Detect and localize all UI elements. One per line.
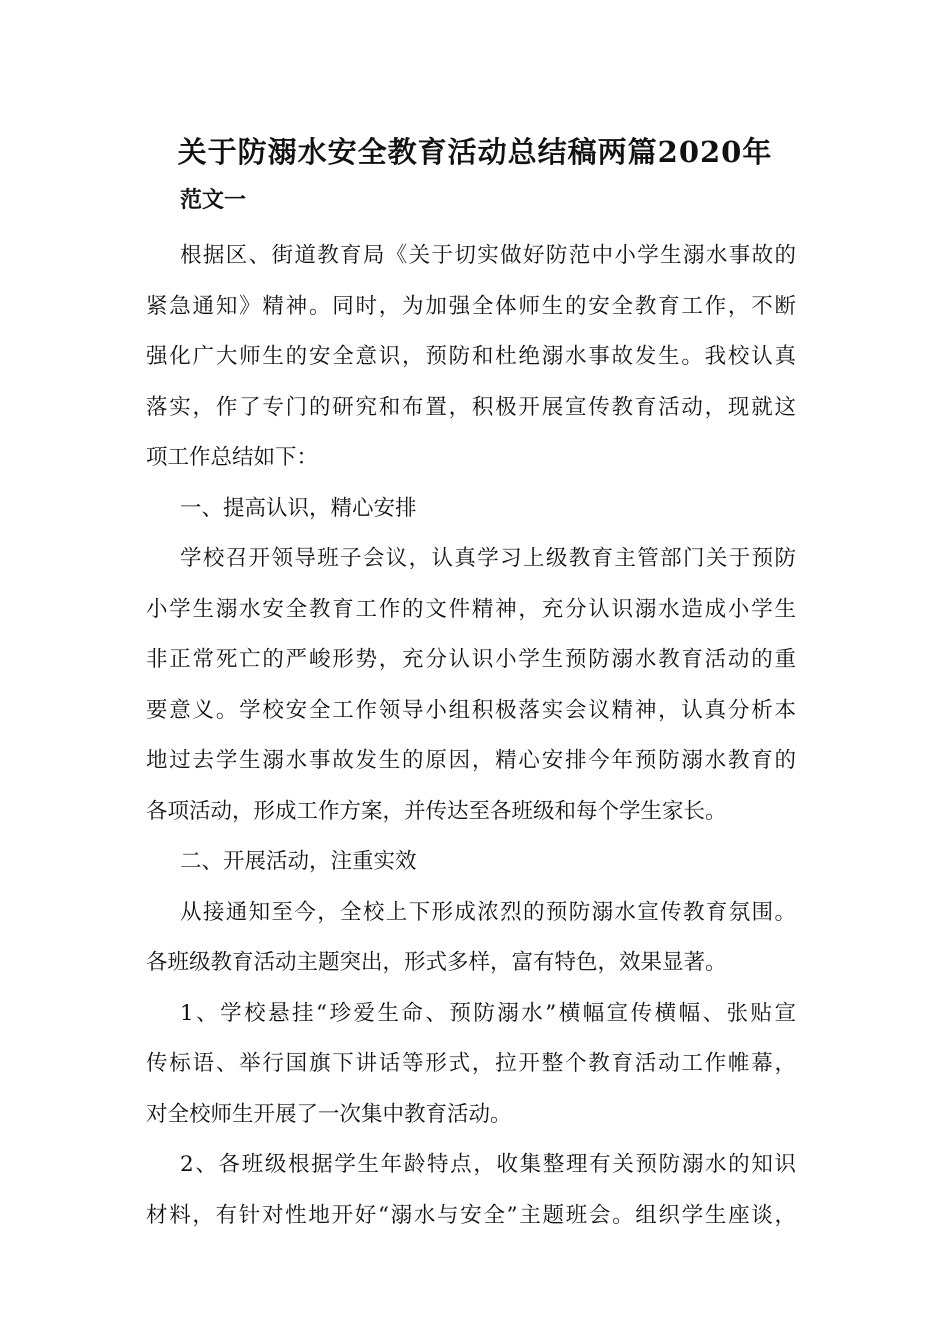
text-line: 地过去学生溺水事故发生的原因，精心安排今年预防溺水教育的 [146,748,796,773]
text-line: 1、学校悬挂“珍爱生命、预防溺水”横幅宣传横幅、张贴宣 [180,1000,796,1026]
paragraph-intro [146,231,796,484]
document-title: 关于防溺水安全教育活动总结稿两篇2020年 [177,135,773,169]
paragraph-item-2 [146,1140,796,1241]
document-subtitle: 范文一 [180,187,247,213]
section-heading-1 [146,484,796,535]
text-line: 各班级教育活动主题突出，形式多样，富有特色，效果显著。 [146,950,727,975]
text-line: 紧急通知》精神。同时，为加强全体师生的安全教育工作，不断 [146,293,796,319]
paragraph-item-1 [146,989,796,1141]
text-line: 材料，有针对性地开好“溺水与安全”主题班会。组织学生座谈， [146,1202,796,1228]
section-heading-2 [146,837,796,888]
text-line: 项工作总结如下： [146,445,319,470]
text-line: 要意义。学校安全工作领导小组积极落实会议精神，认真分析本 [146,697,796,723]
text-line: 学校召开领导班子会议，认真学习上级教育主管部门关于预防 [180,546,796,571]
text-line: 对全校师生开展了一次集中教育活动。 [146,1101,512,1127]
text-line: 非正常死亡的严峻形势，充分认识小学生预防溺水教育活动的重 [146,647,796,672]
text-line: 小学生溺水安全教育工作的文件精神，充分认识溺水造成小学生 [146,596,796,622]
paragraph-awareness [146,534,796,837]
text-line: 强化广大师生的安全意识，预防和杜绝溺水事故发生。我校认真 [146,344,796,369]
text-line: 2、各班级根据学生年龄特点，收集整理有关预防溺水的知识 [180,1152,796,1177]
document-body [146,231,796,1241]
text-line: 根据区、街道教育局《关于切实做好防范中小学生溺水事故的 [180,243,796,268]
paragraph-activities [146,888,796,989]
text-line: 各项活动，形成工作方案，并传达至各班级和每个学生家长。 [146,798,727,824]
text-line: 落实，作了专门的研究和布置，积极开展宣传教育活动，现就这 [146,394,796,420]
text-line: 从接通知至今，全校上下形成浓烈的预防溺水宣传教育氛围。 [180,899,796,925]
section-heading-text: 二、开展活动，注重实效 [180,849,417,874]
text-line: 传标语、举行国旗下讲话等形式，拉开整个教育活动工作帷幕， [146,1051,796,1076]
section-heading-text: 一、提高认识，精心安排 [180,495,417,521]
